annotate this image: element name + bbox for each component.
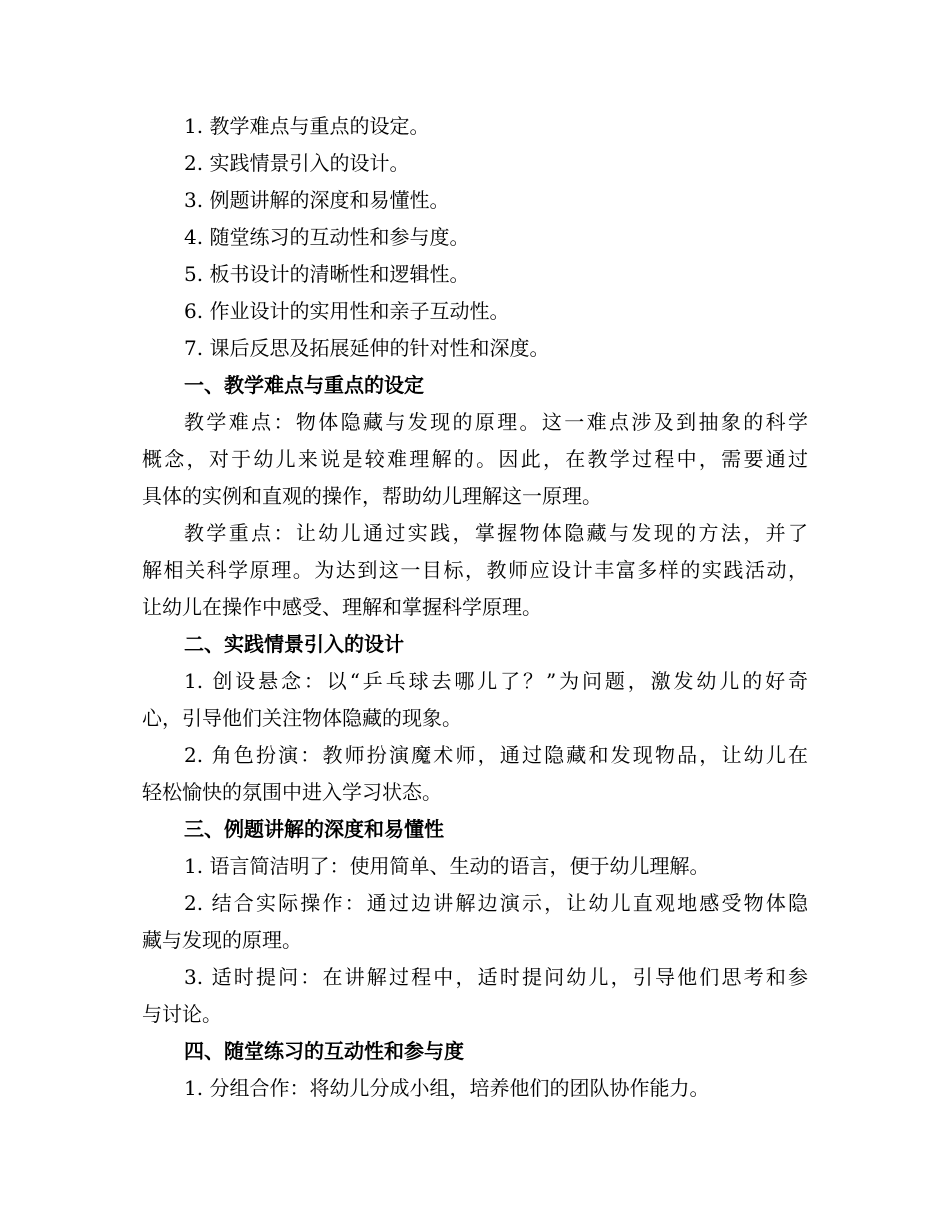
section-2	[142, 626, 808, 811]
section-4-p1-line-1: 1. 分组合作：将幼儿分成小组，培养他们的团队协作能力。	[184, 1076, 710, 1100]
section-3-p3-line-2: 与讨论。	[142, 1002, 222, 1026]
section-1-p1-line-2: 概念，对于幼儿来说是较难理解的。因此，在教学过程中，需要通过	[142, 447, 808, 471]
section-1	[142, 367, 808, 626]
section-1-p2-line-1: 教学重点：让幼儿通过实践，掌握物体隐藏与发现的方法，并了	[184, 521, 808, 545]
section-1-p2-line-2: 解相关科学原理。为达到这一目标，教师应设计丰富多样的实践活动，	[142, 558, 808, 582]
toc-list	[142, 108, 808, 367]
section-3	[142, 811, 808, 1033]
section-1-p2-line-3: 让幼儿在操作中感受、理解和掌握科学原理。	[142, 595, 542, 619]
section-3-p1-line-1: 1. 语言简洁明了：使用简单、生动的语言，便于幼儿理解。	[184, 854, 710, 878]
toc-item-7: 7. 课后反思及拓展延伸的针对性和深度。	[184, 336, 550, 360]
section-2-heading: 二、实践情景引入的设计	[184, 632, 404, 656]
toc-item-2: 2. 实践情景引入的设计。	[184, 151, 410, 175]
section-2-p2-line-1: 2. 角色扮演：教师扮演魔术师，通过隐藏和发现物品，让幼儿在	[184, 743, 808, 767]
toc-item-6: 6. 作业设计的实用性和亲子互动性。	[184, 299, 510, 323]
toc-item-4: 4. 随堂练习的互动性和参与度。	[184, 225, 470, 249]
section-4	[142, 1033, 808, 1107]
section-1-p1-line-3: 具体的实例和直观的操作，帮助幼儿理解这一原理。	[142, 484, 602, 508]
section-1-heading: 一、教学难点与重点的设定	[184, 373, 424, 397]
section-2-p1-line-1: 1. 创设悬念：以“乒乓球去哪儿了？”为问题，激发幼儿的好奇	[184, 669, 808, 693]
toc-item-1: 1. 教学难点与重点的设定。	[184, 114, 430, 138]
toc-item-3: 3. 例题讲解的深度和易懂性。	[184, 188, 450, 212]
section-3-p2-line-2: 藏与发现的原理。	[142, 928, 302, 952]
section-3-p2-line-1: 2. 结合实际操作：通过边讲解边演示，让幼儿直观地感受物体隐	[184, 891, 808, 915]
section-1-p1-line-1: 教学难点：物体隐藏与发现的原理。这一难点涉及到抽象的科学	[184, 410, 808, 434]
section-3-p3-line-1: 3. 适时提问：在讲解过程中，适时提问幼儿，引导他们思考和参	[184, 965, 808, 989]
section-2-p2-line-2: 轻松愉快的氛围中进入学习状态。	[142, 780, 442, 804]
toc-item-5: 5. 板书设计的清晰性和逻辑性。	[184, 262, 470, 286]
section-3-heading: 三、例题讲解的深度和易懂性	[184, 817, 444, 841]
section-2-p1-line-2: 心，引导他们关注物体隐藏的现象。	[142, 706, 462, 730]
section-4-heading: 四、随堂练习的互动性和参与度	[184, 1039, 464, 1063]
